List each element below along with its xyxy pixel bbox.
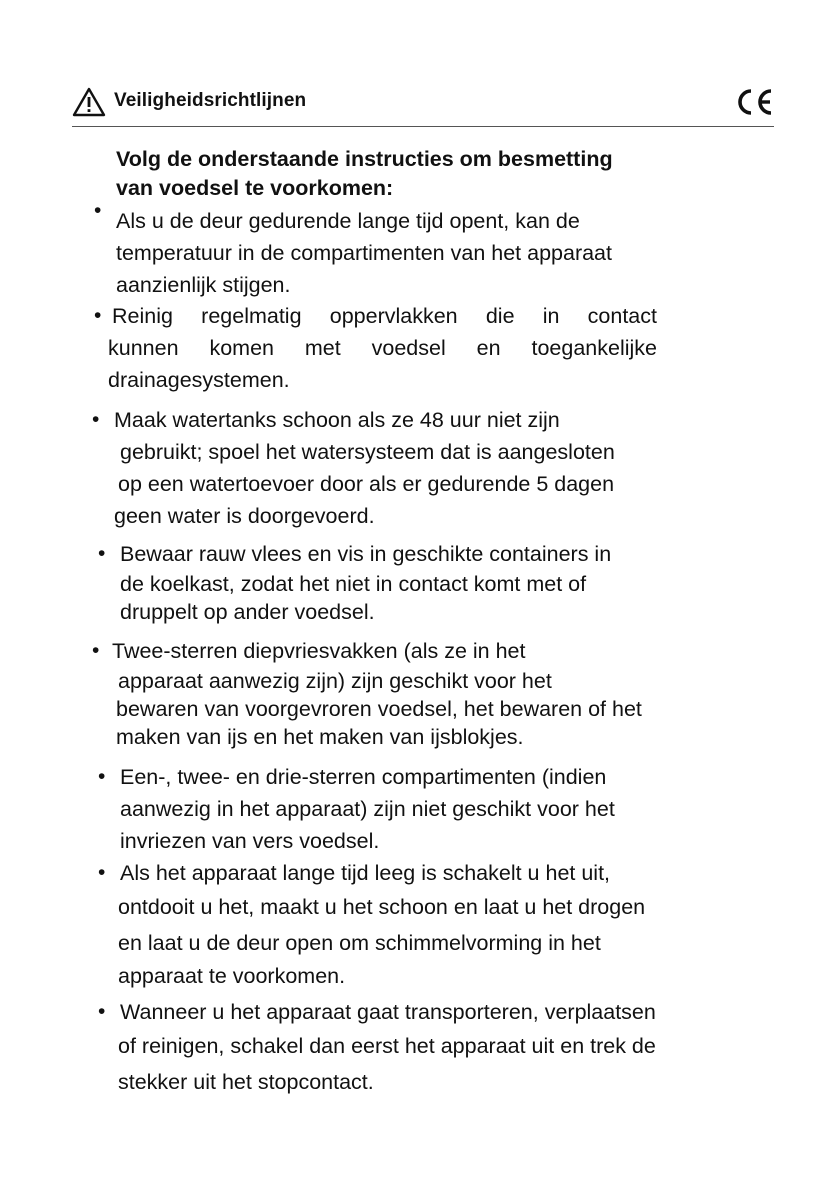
item-line: aanzienlijk stijgen. — [116, 273, 291, 297]
section-title: Veiligheidsrichtlijnen — [114, 90, 307, 111]
intro-line: Volg de onderstaande instructies om besmetting — [116, 147, 613, 171]
list-item — [98, 538, 611, 626]
list-item — [92, 404, 615, 532]
item-line: geen water is doorgevoerd. — [114, 504, 375, 528]
item-line: aanwezig in het apparaat) zijn niet geschikt voor het — [120, 797, 615, 821]
bullet: • — [98, 1000, 106, 1023]
page-header — [72, 84, 774, 124]
item-line: maken van ijs en het maken van ijsblokjes. — [116, 725, 524, 749]
bullet: • — [98, 765, 106, 788]
item-line: bewaren van voorgevroren voedsel, het bewaren of het — [116, 697, 642, 721]
list-item — [94, 300, 657, 396]
warning-triangle-icon — [72, 87, 106, 117]
item-line: of reinigen, schakel dan eerst het apparaat uit en trek de — [118, 1034, 656, 1058]
item-line: en laat u de deur open om schimmelvorming in het — [118, 931, 601, 955]
bullet: • — [98, 542, 106, 565]
list-item — [98, 996, 656, 1100]
item-line: drainagesystemen. — [108, 368, 290, 392]
intro-heading — [116, 145, 613, 203]
list-item — [98, 857, 645, 991]
list-item — [94, 199, 612, 301]
item-line: gebruikt; spoel het watersysteem dat is aangesloten — [120, 440, 615, 464]
item-line: stekker uit het stopcontact. — [118, 1070, 374, 1094]
item-line: Als het apparaat lange tijd leeg is schakelt u het uit, — [120, 861, 611, 885]
item-line: Bewaar rauw vlees en vis in geschikte containers in — [120, 542, 612, 566]
item-line: Reinig regelmatig oppervlakken die in contact — [112, 304, 657, 328]
ce-mark-icon — [734, 86, 774, 118]
item-line: op een watertoevoer door als er gedurende 5 dagen — [118, 472, 615, 496]
item-line: kunnen komen met voedsel en toegankelijke — [108, 336, 657, 360]
item-line: invriezen van vers voedsel. — [120, 829, 380, 853]
item-line: apparaat te voorkomen. — [118, 964, 346, 988]
item-line: druppelt op ander voedsel. — [120, 600, 375, 624]
bullet: • — [94, 199, 102, 222]
item-line: Maak watertanks schoon als ze 48 uur niet zijn — [114, 408, 560, 432]
item-line: temperatuur in de compartimenten van het apparaat — [116, 241, 612, 265]
bullet: • — [92, 639, 100, 662]
item-line: de koelkast, zodat het niet in contact komt met of — [120, 572, 587, 596]
list-item — [92, 635, 642, 751]
item-line: Een-, twee- en drie-sterren compartimenten (indien — [120, 765, 607, 789]
intro-line: van voedsel te voorkomen: — [116, 176, 394, 200]
item-line: apparaat aanwezig zijn) zijn geschikt voor het — [118, 669, 552, 693]
bullet: • — [92, 408, 100, 431]
bullet: • — [98, 861, 106, 884]
item-line: Wanneer u het apparaat gaat transporteren, verplaatsen — [120, 1000, 656, 1024]
header-divider — [72, 126, 774, 127]
list-item — [98, 761, 615, 857]
bullet: • — [94, 304, 102, 327]
item-line: Als u de deur gedurende lange tijd opent, kan de — [116, 209, 580, 233]
item-line: Twee-sterren diepvriesvakken (als ze in het — [112, 639, 526, 663]
item-line: ontdooit u het, maakt u het schoon en laat u het drogen — [118, 895, 646, 919]
